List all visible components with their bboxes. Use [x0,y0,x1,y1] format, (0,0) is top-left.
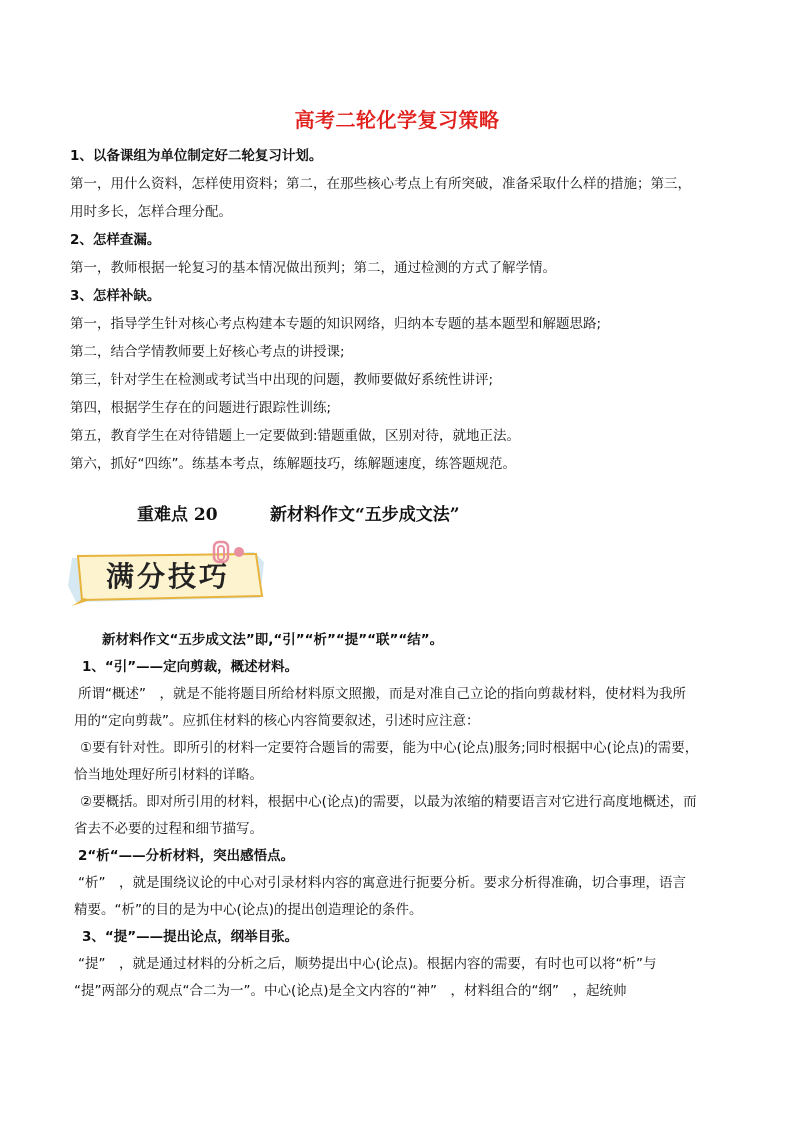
intro-lines [70,142,735,478]
body-heading: 1、“引”——定向剪裁，概述材料。 [82,659,299,675]
body-line: 恰当地处理好所引材料的详略。 [74,767,263,783]
intro-line: 用时多长，怎样合理分配。 [70,204,232,220]
body-line: “提”两部分的观点“合二为一”。中心(论点)是全文内容的“神” ，材料组合的“纲” ，起统帅 [74,983,627,999]
body-line: 用的“定向剪裁”。应抓住材料的核心内容简要叙述，引述时应注意： [74,713,480,729]
intro-line: 第二，结合学情教师要上好核心考点的讲授课; [70,344,345,360]
body-lines [74,627,739,1005]
body-heading: 2“析“——分析材料，突出感悟点。 [78,848,295,864]
section-number: 重难点 20 [137,505,218,525]
body-line: ①要有针对性。即所引的材料一定要符合题旨的需要，能为中心(论点)服务;同时根据中心(论点)的需要， [80,740,699,756]
intro-line: 第一，教师根据一轮复习的基本情况做出预判；第二，通过检测的方式了解学情。 [70,260,556,276]
body-line: “析” ，就是围绕议论的中心对引录材料内容的寓意进行扼要分析。要求分析得准确，切合事理，语言 [78,875,686,891]
body-heading: 3、“提”——提出论点，纲举目张。 [82,929,299,945]
intro-line: 第三，针对学生在检测或考试当中出现的问题，教师要做好系统性讲评; [70,372,494,388]
body-line: ②要概括。即对所引用的材料，根据中心(论点)的需要，以最为浓缩的精要语言对它进行高度地概述，而 [80,794,697,810]
body-line: 所谓“概述” ，就是不能将题目所给材料原文照搬，而是对准自己立论的指向剪裁材料，使材料为我所 [78,686,686,702]
body-heading: 新材料作文“五步成文法”即,“引”“析”“提”“联”“结”。 [102,632,444,648]
intro-line: 第四，根据学生存在的问题进行跟踪性训练; [70,400,332,416]
technique-section [74,627,739,1005]
intro-heading: 1、以备课组为单位制定好二轮复习计划。 [70,148,323,164]
page-title: 高考二轮化学复习策略 [294,108,500,132]
body-line: “提” ，就是通过材料的分析之后，顺势提出中心(论点)。根据内容的需要，有时也可以将“析”与 [78,956,657,972]
banner-text: 满分技巧 [105,560,231,593]
intro-section [70,142,735,478]
intro-line: 第六，抓好“四练”。练基本考点，练解题技巧，练解题速度，练答题规范。 [70,456,516,472]
intro-line: 第五，教育学生在对待错题上一定要做到:错题重做，区别对待，就地正法。 [70,428,521,444]
full-score-banner [64,540,274,610]
intro-heading: 2、怎样查漏。 [70,232,161,248]
intro-line: 第一，指导学生针对核心考点构建本专题的知识网络，归纳本专题的基本题型和解题思路; [70,316,602,332]
body-line: 省去不必要的过程和细节描写。 [74,821,263,837]
intro-line: 第一，用什么资料，怎样使用资料；第二，在那些核心考点上有所突破，准备采取什么样的措施；第三， [70,176,691,192]
body-line: 精要。“析”的目的是为中心(论点)的提出创造理论的条件。 [74,902,423,918]
section-title: 新材料作文“五步成文法” [270,505,460,525]
intro-heading: 3、怎样补缺。 [70,288,161,304]
banner-graphic [64,540,274,610]
